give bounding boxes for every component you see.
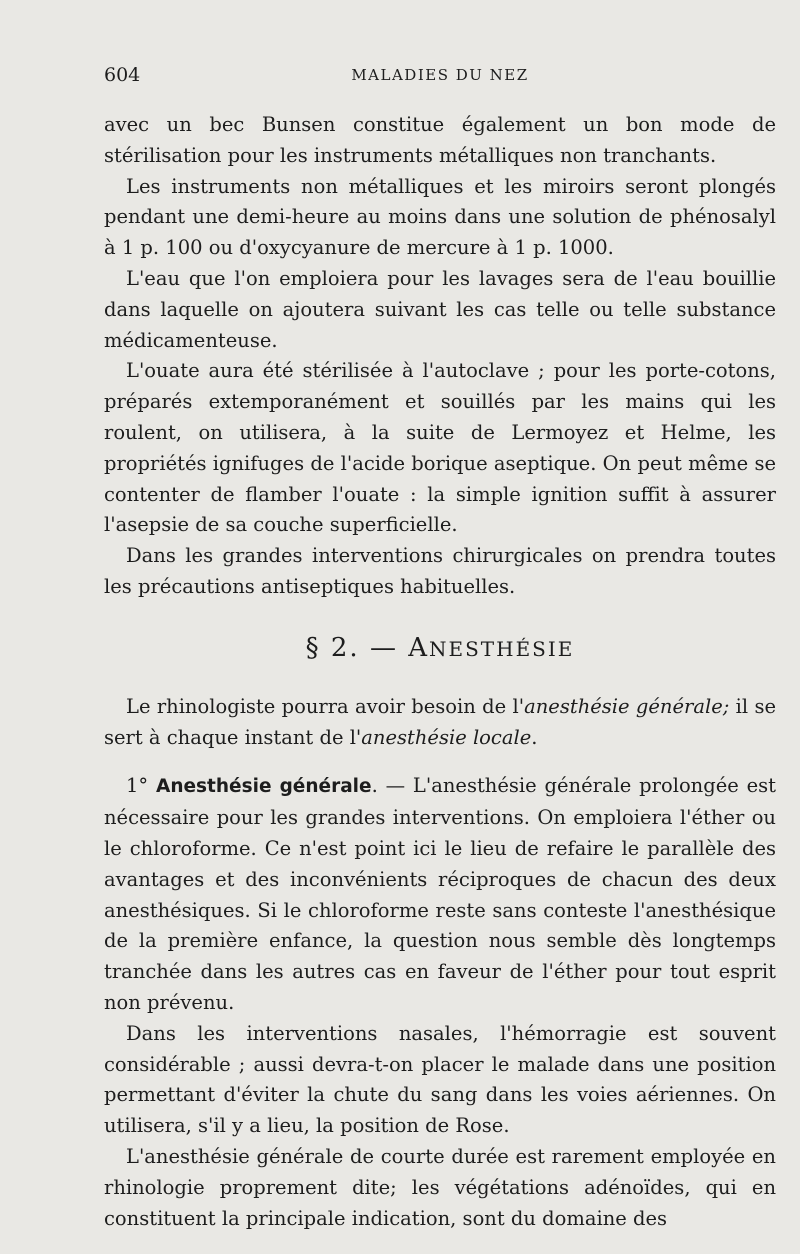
intro-emphasis-2: anesthésie locale [361,725,532,749]
section-dash: — [369,632,398,663]
paragraph: L'ouate aura été stérilisée à l'autoclave ; pour les porte-cotons, préparés extemporanément et souillés par les mains qui les roulent, on utilisera, à la suite de Lermoyez et Helme, les propriétés ignifuges de l'acide borique aseptique. On peut même se contenter de flamber l'ouate : la simple ignition suffit à assurer l'asepsie de sa couche superficielle. [104,359,776,537]
spacer [104,753,776,771]
intro-paragraph [104,692,776,754]
section-title [104,631,776,666]
running-head: MALADIES DU NEZ [351,66,529,84]
section-number: § 2. [305,632,360,663]
intro-text-3: . [531,725,538,749]
subsection-heading: Anesthésie générale [156,776,372,798]
page-body [104,110,776,1234]
subsection-paragraph [104,771,776,1018]
paragraph: L'anesthésie générale de courte durée est rarement employée en rhinologie proprement dite; les végétations adénoïdes, qui en constituent la principale indication, sont du domaine des [104,1144,776,1230]
subsection-text: . — L'anesthésie générale prolongée est nécessaire pour les grandes interventions. On emploiera l'éther ou le chloroforme. Ce n'est point ici le lieu de refaire le parallèle des avantages et des inconvénients réciproques de chacun des deux anesthésiques. Si le chloroforme reste sans conteste l'anesthésique de la première enfance, la question nous semble dès longtemps tranchée dans les autres cas en faveur de l'éther pour tout esprit non prévenu. [104,774,777,1014]
paragraph: avec un bec Bunsen constitue également un bon mode de stérilisation pour les instruments métalliques non tranchants. [104,113,776,167]
paragraph: Les instruments non métalliques et les miroirs seront plongés pendant une demi-heure au moins dans une solution de phénosalyl à 1 p. 100 ou d'oxycyanure de mercure à 1 p. 1000. [104,174,776,260]
page-number: 604 [104,64,141,86]
paragraph: Dans les interventions nasales, l'hémorragie est souvent considérable ; aussi devra-t-on placer le malade dans une position permettant d'éviter la chute du sang dans les voies aériennes. On utilisera, s'il y a lieu, la position de Rose. [104,1021,776,1138]
paragraph: L'eau que l'on emploiera pour les lavages sera de l'eau bouillie dans laquelle on ajoutera suivant les cas telle ou telle substance médicamenteuse. [104,266,776,352]
section-title-initial: A [408,632,429,663]
paragraph: Dans les grandes interventions chirurgicales on prendra toutes les précautions antiseptiques habituelles. [104,544,776,598]
intro-text-2: il se sert à chaque instant de l' [104,694,776,749]
intro-text-1: Le rhinologiste pourra avoir besoin de l' [126,694,525,718]
subsection-number: 1° [126,774,149,798]
page-header [104,64,776,90]
intro-emphasis-1: anesthésie générale; [524,694,730,718]
section-title-rest: NESTHÉSIE [429,636,575,661]
